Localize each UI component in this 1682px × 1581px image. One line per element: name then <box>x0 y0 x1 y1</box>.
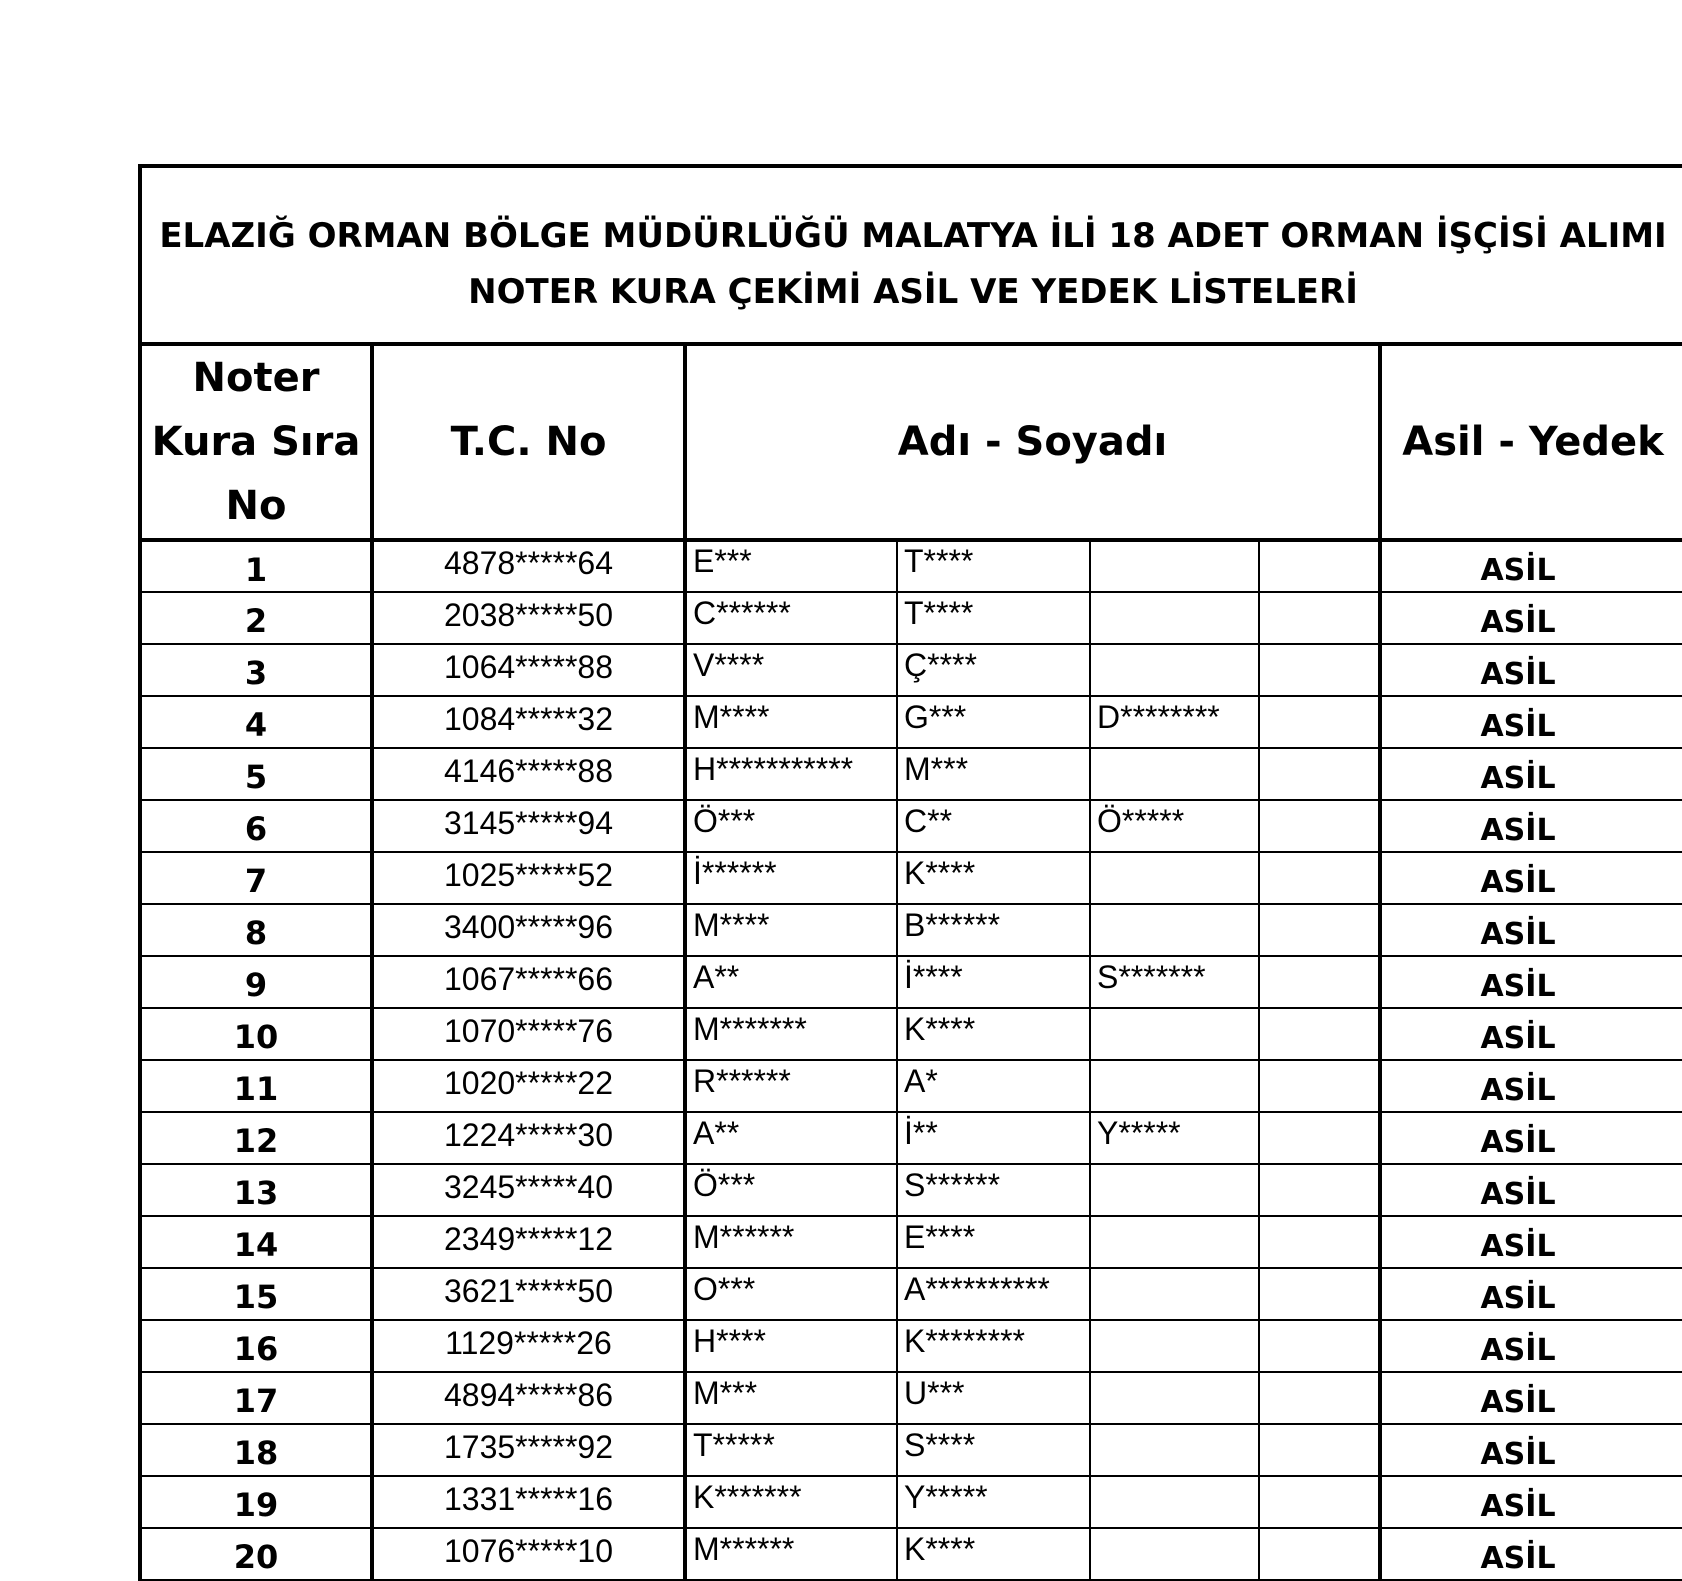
name-part-3-cell: Ö***** <box>1090 800 1259 852</box>
name-part-1-cell: A** <box>685 956 897 1008</box>
name-part-4-cell <box>1259 644 1380 696</box>
document-title <box>140 166 1682 344</box>
table-row <box>140 696 1682 748</box>
table-row <box>140 1476 1682 1528</box>
tc-no-cell: 1064*****88 <box>372 644 685 696</box>
name-part-3-cell <box>1090 1372 1259 1424</box>
kura-sira-no-cell: 5 <box>140 748 372 800</box>
kura-sira-no-cell: 11 <box>140 1060 372 1112</box>
name-part-1-cell: M****** <box>685 1216 897 1268</box>
name-part-3-cell <box>1090 1528 1259 1580</box>
name-part-2-cell: İ**** <box>897 956 1090 1008</box>
kura-sira-no-cell: 15 <box>140 1268 372 1320</box>
kura-sira-no-cell: 6 <box>140 800 372 852</box>
name-part-3-cell <box>1090 644 1259 696</box>
name-part-2-cell: B****** <box>897 904 1090 956</box>
header-sira-no <box>140 344 372 540</box>
kura-sira-no-cell: 12 <box>140 1112 372 1164</box>
table-row <box>140 1320 1682 1372</box>
kura-sira-no-cell: 18 <box>140 1424 372 1476</box>
name-part-3-cell <box>1090 1060 1259 1112</box>
name-part-1-cell: İ****** <box>685 852 897 904</box>
tc-no-cell: 1224*****30 <box>372 1112 685 1164</box>
name-part-2-cell: K**** <box>897 1528 1090 1580</box>
tc-no-cell: 3621*****50 <box>372 1268 685 1320</box>
table-row <box>140 904 1682 956</box>
asil-yedek-cell: ASİL <box>1380 1164 1682 1216</box>
asil-yedek-cell: ASİL <box>1380 1372 1682 1424</box>
name-part-3-cell <box>1090 904 1259 956</box>
name-part-2-cell: K**** <box>897 1008 1090 1060</box>
name-part-2-cell: A* <box>897 1060 1090 1112</box>
name-part-1-cell: Ö*** <box>685 800 897 852</box>
name-part-4-cell <box>1259 956 1380 1008</box>
asil-yedek-cell: ASİL <box>1380 1268 1682 1320</box>
name-part-1-cell: E*** <box>685 540 897 592</box>
table-row <box>140 1268 1682 1320</box>
name-part-2-cell: İ** <box>897 1112 1090 1164</box>
name-part-3-cell: Y***** <box>1090 1112 1259 1164</box>
header-tc-no: T.C. No <box>372 344 685 540</box>
tc-no-cell: 1076*****10 <box>372 1528 685 1580</box>
name-part-1-cell: O*** <box>685 1268 897 1320</box>
name-part-2-cell: T**** <box>897 540 1090 592</box>
name-part-1-cell: H*********** <box>685 748 897 800</box>
kura-sira-no-cell: 4 <box>140 696 372 748</box>
name-part-2-cell: S**** <box>897 1424 1090 1476</box>
name-part-1-cell: M**** <box>685 696 897 748</box>
name-part-3-cell: S******* <box>1090 956 1259 1008</box>
table-row <box>140 1164 1682 1216</box>
kura-sira-no-cell: 13 <box>140 1164 372 1216</box>
name-part-2-cell: U*** <box>897 1372 1090 1424</box>
kura-sira-no-cell: 8 <box>140 904 372 956</box>
name-part-4-cell <box>1259 904 1380 956</box>
name-part-1-cell: M*** <box>685 1372 897 1424</box>
name-part-4-cell <box>1259 696 1380 748</box>
name-part-2-cell: A********** <box>897 1268 1090 1320</box>
name-part-1-cell: M****** <box>685 1528 897 1580</box>
table-row <box>140 592 1682 644</box>
tc-no-cell: 3145*****94 <box>372 800 685 852</box>
name-part-1-cell: R****** <box>685 1060 897 1112</box>
table-row <box>140 956 1682 1008</box>
kura-sira-no-cell: 7 <box>140 852 372 904</box>
name-part-4-cell <box>1259 800 1380 852</box>
header-asil-yedek: Asil - Yedek <box>1380 344 1682 540</box>
asil-yedek-cell: ASİL <box>1380 904 1682 956</box>
table-row <box>140 1060 1682 1112</box>
tc-no-cell: 2038*****50 <box>372 592 685 644</box>
table-row <box>140 1372 1682 1424</box>
name-part-1-cell: V**** <box>685 644 897 696</box>
header-row <box>140 344 1682 540</box>
name-part-4-cell <box>1259 1164 1380 1216</box>
asil-yedek-cell: ASİL <box>1380 592 1682 644</box>
kura-sira-no-cell: 2 <box>140 592 372 644</box>
name-part-4-cell <box>1259 1528 1380 1580</box>
asil-yedek-cell: ASİL <box>1380 1424 1682 1476</box>
asil-yedek-cell: ASİL <box>1380 1216 1682 1268</box>
tc-no-cell: 4894*****86 <box>372 1372 685 1424</box>
asil-yedek-cell: ASİL <box>1380 696 1682 748</box>
kura-sira-no-cell: 16 <box>140 1320 372 1372</box>
name-part-4-cell <box>1259 1320 1380 1372</box>
asil-yedek-cell: ASİL <box>1380 1528 1682 1580</box>
tc-no-cell: 1331*****16 <box>372 1476 685 1528</box>
name-part-3-cell <box>1090 1164 1259 1216</box>
table-row <box>140 1528 1682 1580</box>
name-part-4-cell <box>1259 1060 1380 1112</box>
name-part-2-cell: Ç**** <box>897 644 1090 696</box>
asil-yedek-cell: ASİL <box>1380 956 1682 1008</box>
table-row <box>140 800 1682 852</box>
header-sira-line-1: Noter <box>192 355 320 401</box>
name-part-3-cell <box>1090 1476 1259 1528</box>
table-row <box>140 1112 1682 1164</box>
tc-no-cell: 3400*****96 <box>372 904 685 956</box>
name-part-4-cell <box>1259 748 1380 800</box>
name-part-4-cell <box>1259 540 1380 592</box>
name-part-4-cell <box>1259 1216 1380 1268</box>
tc-no-cell: 2349*****12 <box>372 1216 685 1268</box>
name-part-4-cell <box>1259 1424 1380 1476</box>
tc-no-cell: 1025*****52 <box>372 852 685 904</box>
name-part-3-cell <box>1090 748 1259 800</box>
name-part-3-cell: D******** <box>1090 696 1259 748</box>
name-part-2-cell: M*** <box>897 748 1090 800</box>
kura-sira-no-cell: 9 <box>140 956 372 1008</box>
name-part-1-cell: H**** <box>685 1320 897 1372</box>
tc-no-cell: 4878*****64 <box>372 540 685 592</box>
table-row <box>140 1424 1682 1476</box>
name-part-4-cell <box>1259 1008 1380 1060</box>
name-part-2-cell: S****** <box>897 1164 1090 1216</box>
asil-yedek-cell: ASİL <box>1380 1476 1682 1528</box>
name-part-1-cell: M******* <box>685 1008 897 1060</box>
tc-no-cell: 1084*****32 <box>372 696 685 748</box>
name-part-2-cell: G*** <box>897 696 1090 748</box>
name-part-1-cell: Ö*** <box>685 1164 897 1216</box>
name-part-2-cell: K**** <box>897 852 1090 904</box>
title-row <box>140 166 1682 344</box>
name-part-3-cell <box>1090 592 1259 644</box>
name-part-3-cell <box>1090 1320 1259 1372</box>
asil-yedek-cell: ASİL <box>1380 1060 1682 1112</box>
name-part-1-cell: M**** <box>685 904 897 956</box>
table-row <box>140 748 1682 800</box>
table-row <box>140 852 1682 904</box>
name-part-1-cell: K******* <box>685 1476 897 1528</box>
name-part-1-cell: T***** <box>685 1424 897 1476</box>
kura-sira-no-cell: 14 <box>140 1216 372 1268</box>
asil-yedek-cell: ASİL <box>1380 748 1682 800</box>
kura-sira-no-cell: 19 <box>140 1476 372 1528</box>
name-part-1-cell: A** <box>685 1112 897 1164</box>
name-part-4-cell <box>1259 1112 1380 1164</box>
kura-sira-no-cell: 10 <box>140 1008 372 1060</box>
name-part-4-cell <box>1259 592 1380 644</box>
tc-no-cell: 1129*****26 <box>372 1320 685 1372</box>
tc-no-cell: 3245*****40 <box>372 1164 685 1216</box>
name-part-2-cell: K******** <box>897 1320 1090 1372</box>
header-ad-soyad: Adı - Soyadı <box>685 344 1380 540</box>
asil-yedek-cell: ASİL <box>1380 1320 1682 1372</box>
asil-yedek-cell: ASİL <box>1380 1112 1682 1164</box>
title-line-2: NOTER KURA ÇEKİMİ ASİL VE YEDEK LİSTELERİ <box>468 272 1358 312</box>
name-part-2-cell: E**** <box>897 1216 1090 1268</box>
tc-no-cell: 1070*****76 <box>372 1008 685 1060</box>
tc-no-cell: 4146*****88 <box>372 748 685 800</box>
name-part-3-cell <box>1090 1008 1259 1060</box>
name-part-4-cell <box>1259 852 1380 904</box>
name-part-3-cell <box>1090 852 1259 904</box>
name-part-3-cell <box>1090 540 1259 592</box>
kura-sira-no-cell: 20 <box>140 1528 372 1580</box>
asil-yedek-cell: ASİL <box>1380 852 1682 904</box>
kura-sira-no-cell: 17 <box>140 1372 372 1424</box>
name-part-2-cell: Y***** <box>897 1476 1090 1528</box>
asil-yedek-cell: ASİL <box>1380 540 1682 592</box>
name-part-4-cell <box>1259 1372 1380 1424</box>
header-sira-line-3: No <box>225 483 287 529</box>
asil-yedek-cell: ASİL <box>1380 800 1682 852</box>
kura-sira-no-cell: 3 <box>140 644 372 696</box>
tc-no-cell: 1735*****92 <box>372 1424 685 1476</box>
name-part-2-cell: C** <box>897 800 1090 852</box>
name-part-3-cell <box>1090 1424 1259 1476</box>
name-part-1-cell: C****** <box>685 592 897 644</box>
name-part-3-cell <box>1090 1216 1259 1268</box>
tc-no-cell: 1067*****66 <box>372 956 685 1008</box>
table-row <box>140 1216 1682 1268</box>
header-sira-line-2: Kura Sıra <box>151 419 361 465</box>
name-part-3-cell <box>1090 1268 1259 1320</box>
kura-list-table <box>138 164 1682 1581</box>
name-part-4-cell <box>1259 1476 1380 1528</box>
table-row <box>140 1008 1682 1060</box>
table-row <box>140 540 1682 592</box>
kura-sira-no-cell: 1 <box>140 540 372 592</box>
asil-yedek-cell: ASİL <box>1380 1008 1682 1060</box>
title-line-1: ELAZIĞ ORMAN BÖLGE MÜDÜRLÜĞÜ MALATYA İLİ 18 ADET ORMAN İŞÇİSİ ALIMI <box>159 216 1667 256</box>
asil-yedek-cell: ASİL <box>1380 644 1682 696</box>
name-part-4-cell <box>1259 1268 1380 1320</box>
tc-no-cell: 1020*****22 <box>372 1060 685 1112</box>
name-part-2-cell: T**** <box>897 592 1090 644</box>
table-row <box>140 644 1682 696</box>
